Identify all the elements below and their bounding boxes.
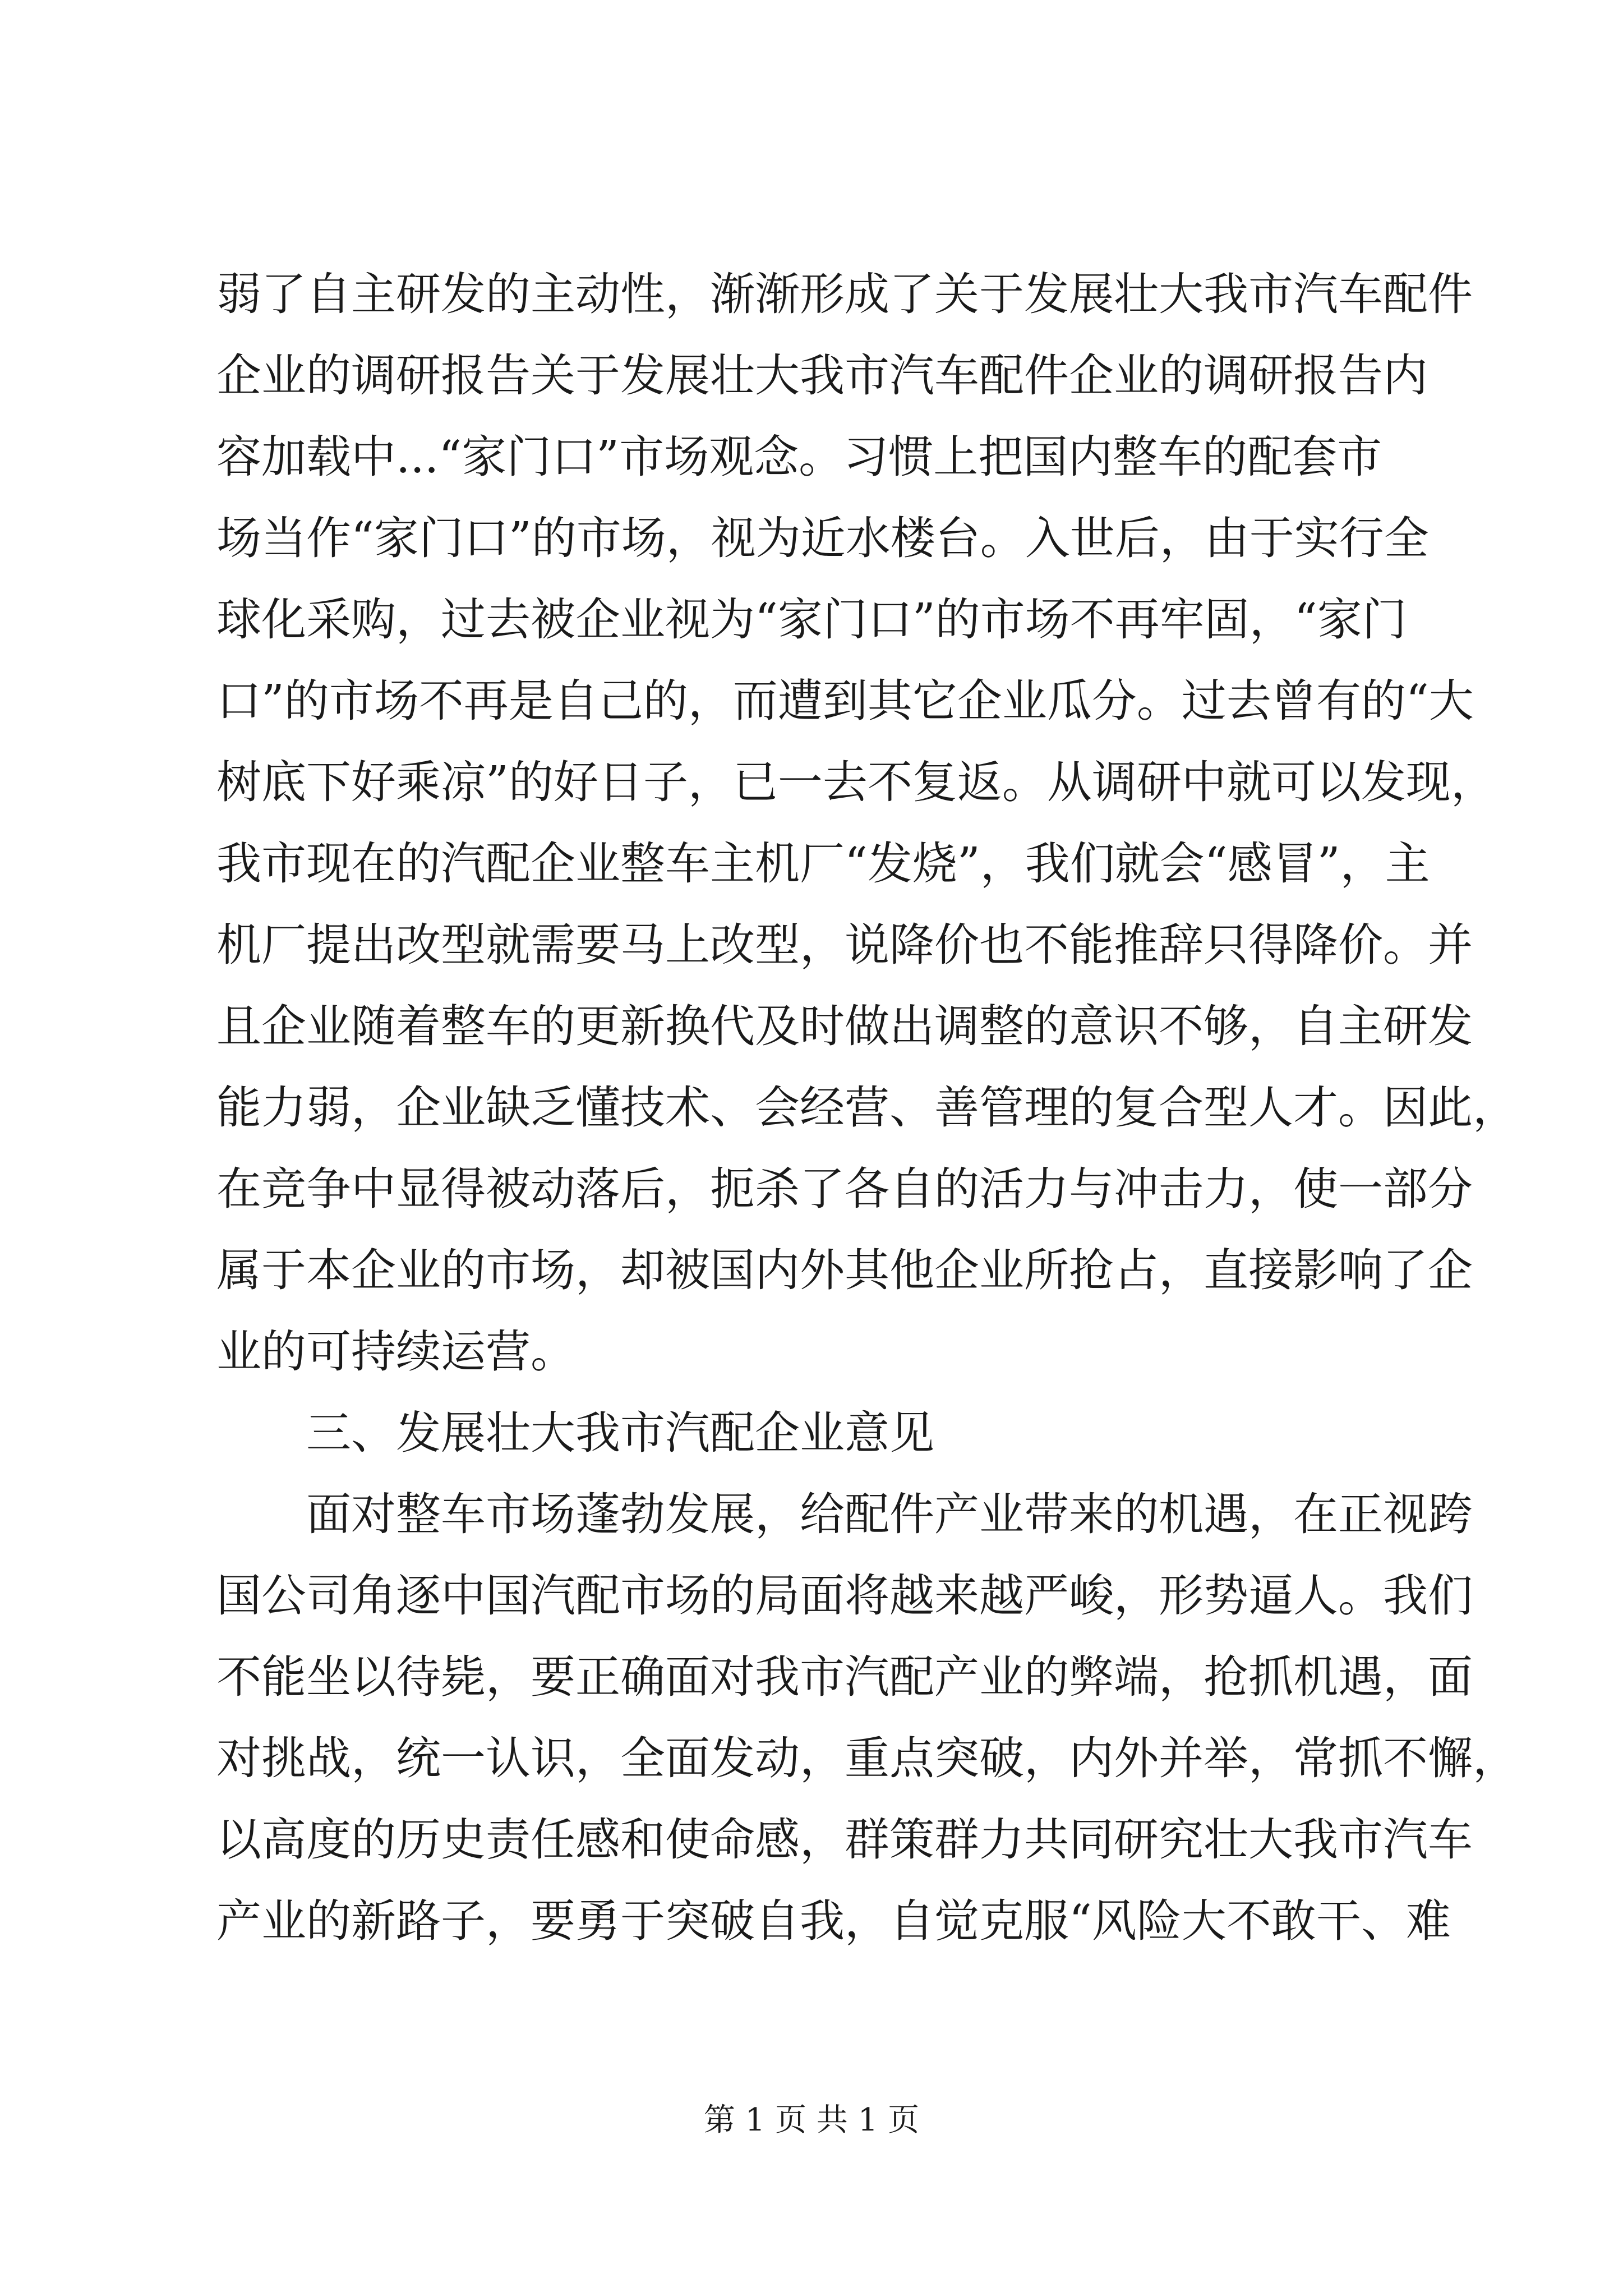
section-paragraph-line: 面对整车市场蓬勃发展，给配件产业带来的机遇，在正视跨 <box>306 1488 1473 1540</box>
body-line: 机厂提出改型就需要马上改型，说降价也不能推辞只得降价。并 <box>216 919 1473 971</box>
section-heading: 三、发展壮大我市汽配企业意见 <box>306 1407 934 1459</box>
section-paragraph-line: 国公司角逐中国汽配市场的局面将越来越严峻，形势逼人。我们 <box>216 1570 1473 1622</box>
body-line: 容加载中...“家门口”市场观念。习惯上把国内整车的配套市 <box>216 431 1382 483</box>
body-line: 弱了自主研发的主动性，渐渐形成了关于发展壮大我市汽车配件 <box>216 268 1473 320</box>
page-number-label: 第 1 页 共 1 页 <box>703 2102 920 2138</box>
body-line: 场当作“家门口”的市场，视为近水楼台。入世后，由于实行全 <box>216 512 1429 564</box>
body-line: 且企业随着整车的更新换代及时做出调整的意识不够，自主研发 <box>216 1000 1473 1052</box>
section-paragraph-line: 产业的新路子，要勇于突破自我，自觉克服“风险大不敢干、难 <box>216 1895 1451 1947</box>
body-line: 口”的市场不再是自己的，而遭到其它企业瓜分。过去曾有的“大 <box>216 675 1474 727</box>
body-line: 能力弱，企业缺乏懂技术、会经营、善管理的复合型人才。因此， <box>216 1082 1518 1134</box>
body-line: 业的可持续运营。 <box>216 1326 575 1378</box>
body-line: 我市现在的汽配企业整车主机厂“发烧”，我们就会“感冒”，主 <box>216 838 1430 890</box>
body-line: 属于本企业的市场，却被国内外其他企业所抢占，直接影响了企 <box>216 1244 1473 1296</box>
body-line: 树底下好乘凉”的好日子，已一去不复返。从调研中就可以发现， <box>216 756 1496 808</box>
document-body <box>216 254 1518 1962</box>
page-footer <box>0 2098 1623 2143</box>
body-line: 企业的调研报告关于发展壮大我市汽车配件企业的调研报告内 <box>216 349 1428 402</box>
section-paragraph-line: 对挑战，统一认识，全面发动，重点突破，内外并举，常抓不懈， <box>216 1732 1518 1784</box>
body-line: 在竞争中显得被动落后，扼杀了各自的活力与冲击力，使一部分 <box>216 1163 1473 1215</box>
section-paragraph-line: 不能坐以待毙，要正确面对我市汽配产业的弊端，抢抓机遇，面 <box>216 1651 1473 1703</box>
section-paragraph-line: 以高度的历史责任感和使命感，群策群力共同研究壮大我市汽车 <box>216 1814 1473 1866</box>
body-line: 球化采购，过去被企业视为“家门口”的市场不再牢固，“家门 <box>216 593 1407 646</box>
